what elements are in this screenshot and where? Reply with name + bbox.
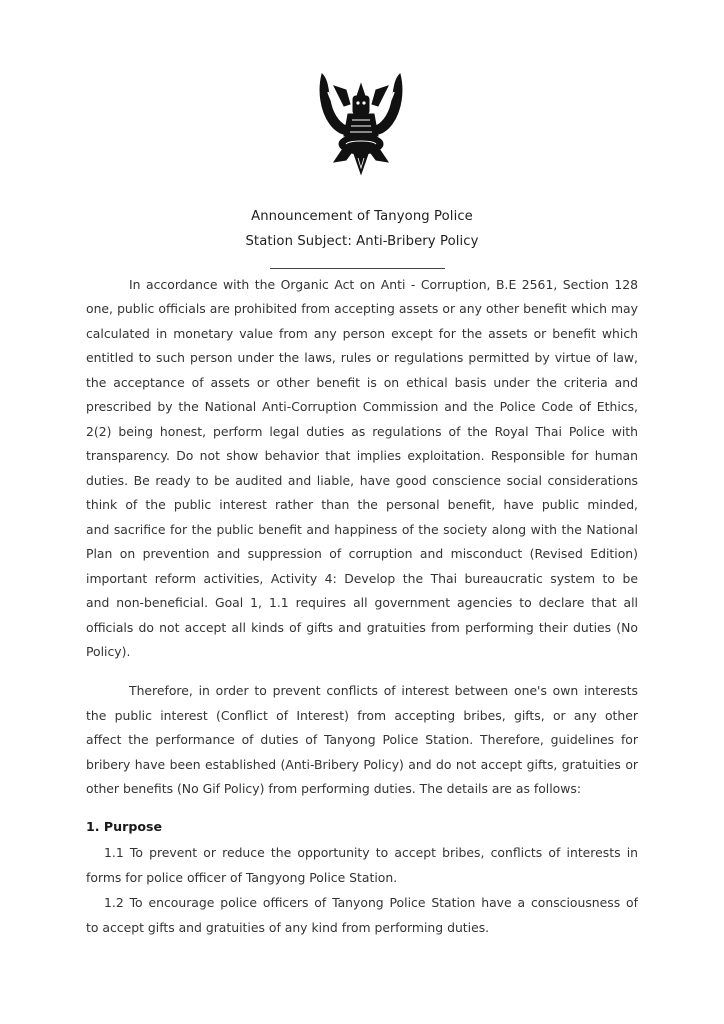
text-line: other benefits (No Gif Policy) from performing duties. The details are as follows: [86,781,582,796]
text-line: bribery have been established (Anti-Bribery Policy) and do not accept gifts, gratuities or [86,757,638,772]
title-divider [270,268,445,269]
text-line: important reform activities, Activity 4: Develop the Thai bureaucratic system to be [86,571,638,586]
text-line: the public interest (Conflict of Interest) from accepting bribes, gifts, or any other [86,708,638,723]
text-line: forms for police officer of Tangyong Police Station. [86,870,398,885]
text-line: 2(2) being honest, perform legal duties as regulations of the Royal Thai Police with [86,424,638,439]
text-line: Plan on prevention and suppression of corruption and misconduct (Revised Edition) [86,546,638,561]
text-line: calculated in monetary value from any person except for the assets or benefit which [86,326,638,341]
text-line: duties. Be ready to be audited and liable, have good conscience social considerations [86,473,638,488]
text-line: one, public officials are prohibited from accepting assets or any other benefit which may [86,301,638,316]
text-line: In accordance with the Organic Act on Anti - Corruption, B.E 2561, Section 128 [129,277,638,292]
text-line: Policy). [86,644,131,659]
announcement-title-line-1: Announcement of Tanyong Police [251,209,473,224]
announcement-title-line-2: Station Subject: Anti-Bribery Policy [245,234,479,249]
text-line: and non-beneficial. Goal 1, 1.1 requires all government agencies to declare that all [86,595,638,610]
text-line: transparency. Do not show behavior that implies exploitation. Responsible for human [86,448,638,463]
text-line: prescribed by the National Anti-Corruption Commission and the Police Code of Ethics, [86,399,638,414]
text-line: to accept gifts and gratuities of any kind from performing duties. [86,920,490,935]
text-line: think of the public interest rather than the personal benefit, have public minded, [86,497,638,512]
text-line: Therefore, in order to prevent conflicts of interest between one's own interests [129,683,638,698]
text-line: affect the performance of duties of Tanyong Police Station. Therefore, guidelines for [86,732,638,747]
text-line: the acceptance of assets or other benefit is on ethical basis under the criteria and [86,375,638,390]
text-line: entitled to such person under the laws, rules or regulations permitted by virtue of law, [86,350,638,365]
text-line: officials do not accept all kinds of gifts and gratuities from performing their duties (No [86,620,638,635]
garuda-emblem-icon [316,70,406,180]
section-heading-purpose: 1. Purpose [86,819,163,834]
text-line: 1.1 To prevent or reduce the opportunity to accept bribes, conflicts of interests in [104,845,638,860]
text-line: and sacrifice for the public benefit and happiness of the society along with the National [86,522,638,537]
text-line: 1.2 To encourage police officers of Tanyong Police Station have a consciousness of [104,895,638,910]
